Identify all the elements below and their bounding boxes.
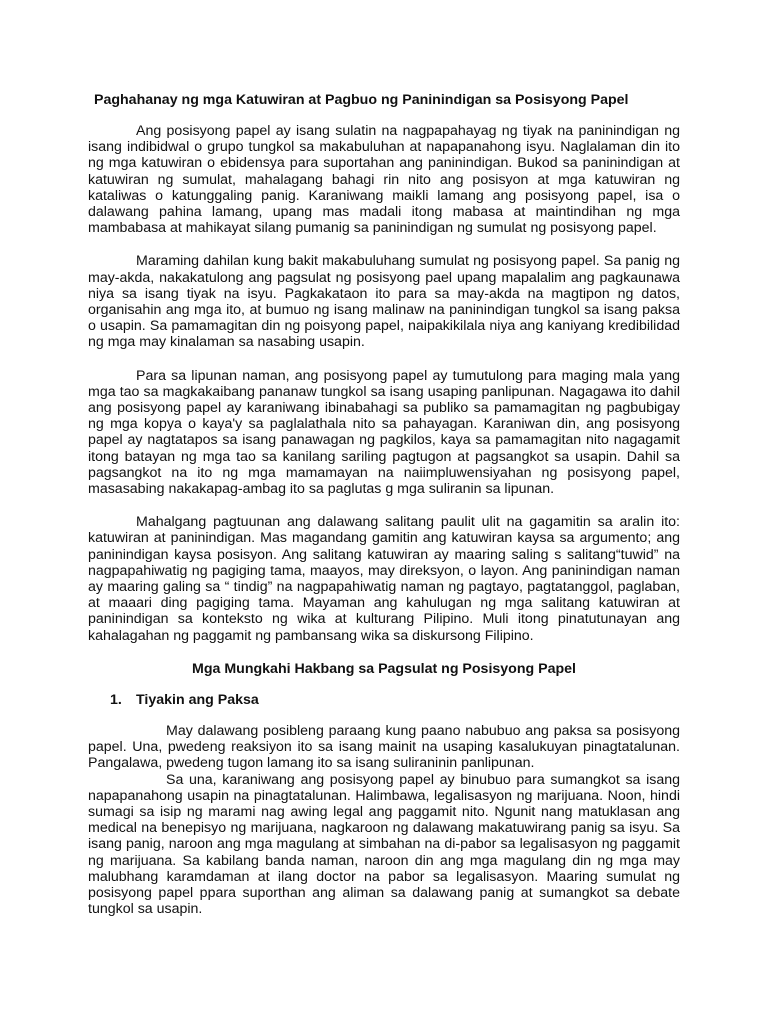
- paragraph-society: Para sa lipunan naman, ang posisyong papel ay tumutulong para maging mala yang mga tao sa magkakaibang pananaw tungkol sa isang usaping panlipunan. Nagagawa ito dahil ang posisyong papel ay karaniwang ibinabahagi sa publiko sa pamamagitan ng pagbubigay ng mga kopya o kaya'y sa paglalathala nito sa pahayagan. Karaniwan din, ang posisyong papel ay nagtatapos sa isang panawagan ng pagkilos, kaya sa pamamagitan nito nagagamit itong batayan ng mga tao sa kanilang sariling pagtugon at pagsangkot sa usapin. Dahil sa pagsangkot na ito ng mga mamamayan na naiimpluwensiyahan ng posisyong papel, masasabing nakakapag-ambag ito sa paglutas g mga suliranin sa lipunan.: [88, 367, 680, 498]
- step-paragraph-intro: May dalawang posibleng paraang kung paano nabubuo ang paksa sa posisyong papel. Una, pwedeng reaksiyon ito sa isang mainit na usaping kasalukuyan pinagtatalunan. Pangalawa, pwedeng tugon lamang ito sa isang suliraninin panlipunan.: [88, 722, 680, 772]
- step-number: 1.: [110, 691, 122, 708]
- paragraph-terms: Mahalgang pagtuunan ang dalawang salitang paulit ulit na gagamitin sa aralin ito: katuwiran at paninindigan. Mas magandang gamitin ang katuwiran kaysa sa argumento; ang paninindigan kaysa posisyon. Ang salitang katuwiran ay maaring saling s salitang“tuwid” na nagpapahiwatig ng pagiging tama, maayos, may direksyon, o layon. Ang paninindigan naman ay maaring galing sa “ tindig” na nagpapahiwatig naman ng pagtayo, pagtatanggol, paglaban, at maaari ding pagiging tama. Mayaman ang kahulugan ng mga salitang katuwiran at paninindigan sa konteksto ng wika at kulturang Pilipino. Muli itong pinatutunayan ang kahalagahan ng paggamit ng pambansang wika sa diskursong Filipino.: [88, 514, 680, 644]
- paragraph-definition: Ang posisyong papel ay isang sulatin na nagpapahayag ng tiyak na paninindigan ng isang indibidwal o grupo tungkol sa makabuluhan at napapanahong isyu. Naglalaman din ito ng mga katuwiran o ebidensya para suportahan ang paninindigan. Bukod sa paninindigan at katuwiran ng sumulat, mahalagang bahagi rin nito ang posisyon at mga katuwiran ng kataliwas o katunggaling panig. Karaniwang maikli lamang ang posisyong papel, isa o dalawang pahina lamang, upang mas madali itong mabasa at maintindihan ng mga mambabasa at mahikayat silang pumanig sa paninindigan ng sumulat ng posisyong papel.: [88, 123, 680, 237]
- paragraph-author-reasons: Maraming dahilan kung bakit makabuluhang sumulat ng posisyong papel. Sa panig ng may-akda, nakakatulong ang pagsulat ng posisyong pael upang mapalalim ang pagkaunawa niya sa isang tiyak na isyu. Pagkakataon ito para sa may-akda na magtipon ng datos, organisahin ang mga ito, at bumuo ng isang malinaw na paninindigan tungkol sa isang paksa o usapin. Sa pamamagitan din ng poisyong papel, naipakikilala niya ang kaniyang kredibilidad ng mga may kinalaman sa nasabing usapin.: [88, 253, 680, 351]
- document-title: Paghahanay ng mga Katuwiran at Pagbuo ng Paninindigan sa Posisyong Papel: [94, 92, 629, 108]
- section-title: Mga Mungkahi Hakbang sa Pagsulat ng Posisyong Papel: [192, 660, 576, 677]
- step-heading-text: Tiyakin ang Paksa: [136, 691, 259, 708]
- step-paragraph-example: Sa una, karaniwang ang posisyong papel ay binubuo para sumangkot sa isang napapanahong usapin na pinagtatalunan. Halimbawa, legalisasyon ng marijuana. Noon, hindi sumagi sa isip ng marami nag awing legal ang paggamit nito. Ngunit nang matuklasan ang medical na benepisyo ng marijuana, nagkaroon ng dalawang makatuwirang panig sa isyu. Sa isang panig, naroon ang mga magulang at simbahan na di-pabor sa legalisasyon ng paggamit ng marijuana. Sa kabilang banda naman, naroon din ang mga magulang din ng mga may malubhang karamdaman at ilang doctor na pabor sa legalisasyon. Maaring sumulat ng posisyong papel ppara suporthan ang aliman sa dalawang panig at sumangkot sa debate tungkol sa usapin.: [88, 771, 680, 918]
- step-heading: [88, 692, 680, 709]
